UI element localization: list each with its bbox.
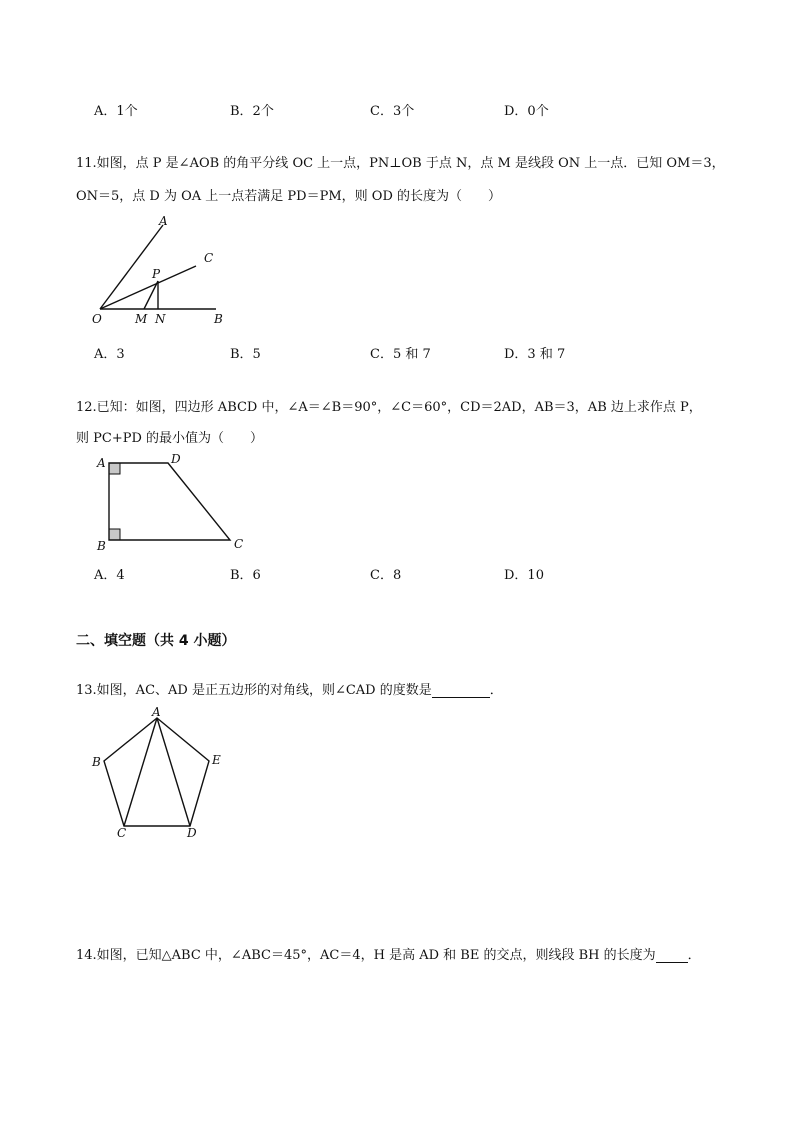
q13-text: 13.如图，AC、AD 是正五边形的对角线，则∠CAD 的度数是 — [76, 683, 432, 698]
q14-end: ． — [687, 948, 701, 963]
quadrilateral-abcd — [109, 463, 230, 540]
q14-question — [76, 944, 701, 963]
label-c: C — [117, 826, 127, 840]
q12-figure — [92, 450, 252, 555]
q12-text-line1: 12.已知：如图，四边形 ABCD 中，∠A＝∠B＝90°，∠C＝60°，CD＝2AD，AB＝3，AB 边上求作点 P， — [76, 400, 702, 415]
q12-option-d: D．10 — [504, 568, 544, 583]
label-a: A — [152, 705, 161, 719]
q10-option-b: B．2个 — [230, 104, 274, 119]
right-angle-a — [109, 463, 120, 474]
q11-text-line1: 11.如图，点 P 是∠AOB 的角平分线 OC 上一点，PN⊥OB 于点 N，点 M 是线段 ON 上一点．已知 OM＝3， — [76, 156, 725, 171]
label-o: O — [92, 312, 102, 326]
q11-option-d: D．3 和 7 — [504, 347, 566, 362]
label-d: D — [171, 452, 181, 466]
label-d: D — [187, 826, 197, 840]
q11-figure — [88, 212, 238, 327]
q10-option-d: D．0个 — [504, 104, 549, 119]
q14-text: 14.如图，已知△ABC 中，∠ABC＝45°，AC＝4，H 是高 AD 和 BE 的交点，则线段 BH 的长度为 — [76, 948, 656, 963]
label-p: P — [152, 267, 161, 281]
q12-text-line2: 则 PC+PD 的最小值为（ ） — [76, 431, 264, 446]
section-heading: 二、填空题（共 4 小题） — [76, 633, 236, 649]
q13-question — [76, 679, 503, 698]
pentagon-abcde — [104, 718, 209, 826]
q11-text-line2: ON＝5，点 D 为 OA 上一点若满足 PD＝PM，则 OD 的长度为（ ） — [76, 189, 502, 204]
q13-figure — [88, 706, 238, 846]
label-n: N — [155, 312, 166, 326]
q13-answer-blank[interactable] — [432, 684, 490, 698]
label-c: C — [234, 537, 244, 551]
q12-option-c: C．8 — [370, 568, 402, 583]
label-a: A — [159, 214, 168, 228]
diagonal-ac — [124, 718, 157, 826]
label-e: E — [212, 753, 221, 767]
label-m: M — [135, 312, 148, 326]
q11-option-c: C．5 和 7 — [370, 347, 431, 362]
q11-option-a: A．3 — [94, 347, 125, 362]
q14-answer-blank[interactable] — [656, 949, 688, 963]
q11-option-b: B．5 — [230, 347, 261, 362]
segment-pm — [144, 281, 158, 309]
q10-option-c: C．3个 — [370, 104, 415, 119]
q12-option-a: A．4 — [94, 568, 125, 583]
label-a: A — [97, 456, 106, 470]
q13-end: ． — [489, 683, 503, 698]
right-angle-b — [109, 529, 120, 540]
label-b: B — [97, 539, 106, 553]
label-c: C — [204, 251, 214, 265]
label-b: B — [92, 755, 101, 769]
q10-option-a: A．1个 — [94, 104, 138, 119]
diagonal-ad — [157, 718, 190, 826]
label-b: B — [214, 312, 223, 326]
q12-option-b: B．6 — [230, 568, 261, 583]
